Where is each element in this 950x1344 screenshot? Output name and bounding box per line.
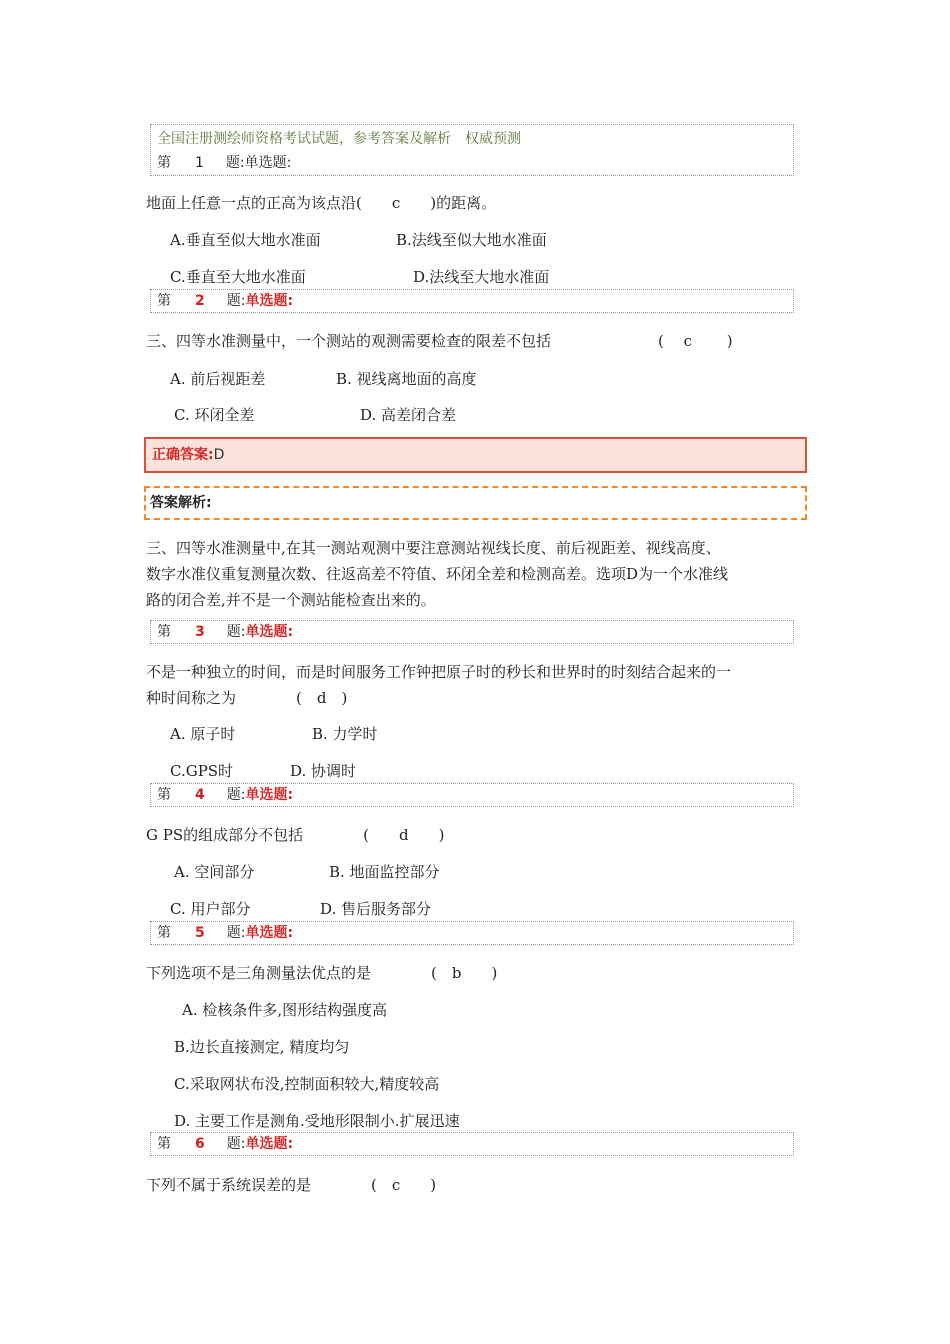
exam-title: 全国注册测绘师资格考试试题，参考答案及解析 权威预测 bbox=[157, 131, 521, 147]
question-header-1: 第 1 题:单选题: bbox=[157, 155, 292, 171]
exam-banner bbox=[150, 124, 794, 176]
question-header-6: 第 6 题:单选题: bbox=[150, 1132, 794, 1156]
correct-answer-value: D bbox=[213, 447, 225, 463]
option-c: C. 用户部分 bbox=[170, 900, 251, 918]
question-type: 单选题: bbox=[245, 624, 294, 640]
question-type: 单选题: bbox=[244, 155, 292, 171]
option-c: C.GPS时 bbox=[170, 762, 234, 780]
correct-answer-box bbox=[144, 437, 807, 473]
question-number: 6 bbox=[195, 1136, 205, 1152]
question-number: 2 bbox=[195, 293, 205, 309]
question-stem-5: 下列选项不是三角测量法优点的是 ( b ) bbox=[146, 964, 498, 982]
analysis-text: 三、四等水准测量中,在其一测站观测中要注意测站视线长度、前后视距差、视线高度、 数字水准仪重复测量次数、往返高差不符值、环闭全差和检测高差。选项D为一个水准线 路的闭合差,并不是一个测站能检查出来的。 bbox=[146, 539, 729, 609]
answer-analysis-box bbox=[144, 486, 807, 520]
option-c: C.采取网状布没,控制面积较大,精度较高 bbox=[174, 1075, 440, 1093]
option-d: D. 高差闭合差 bbox=[360, 406, 457, 424]
question-stem-6: 下列不属于系统误差的是 ( c ) bbox=[146, 1176, 437, 1194]
question-type: 单选题: bbox=[245, 293, 294, 309]
option-b: B. 地面监控部分 bbox=[329, 863, 440, 881]
option-b: B.边长直接测定, 精度均匀 bbox=[174, 1038, 350, 1056]
question-type: 单选题: bbox=[245, 925, 294, 941]
option-a: A. 前后视距差 bbox=[170, 370, 266, 388]
option-a: A. 空间部分 bbox=[174, 863, 255, 881]
question-stem-1: 地面上任意一点的正高为该点沿( c )的距离。 bbox=[146, 194, 497, 212]
question-number: 4 bbox=[195, 787, 205, 803]
option-c: C. 环闭全差 bbox=[174, 406, 255, 424]
option-d: D. 主要工作是测角.受地形限制小.扩展迅速 bbox=[174, 1112, 460, 1130]
answer-analysis-label: 答案解析: bbox=[150, 495, 212, 511]
question-header-3: 第 3 题:单选题: bbox=[150, 620, 794, 644]
option-b: B. 视线离地面的高度 bbox=[336, 370, 477, 388]
option-d: D.法线至大地水准面 bbox=[413, 268, 550, 286]
question-type: 单选题: bbox=[245, 1136, 294, 1152]
option-b: B. 力学时 bbox=[312, 725, 378, 743]
option-a: A. 原子时 bbox=[170, 725, 236, 743]
question-number: 1 bbox=[195, 155, 204, 171]
option-a: A. 检核条件多,图形结构强度高 bbox=[182, 1001, 388, 1019]
question-header-2: 第 2 题:单选题: bbox=[150, 289, 794, 313]
question-number: 5 bbox=[195, 925, 205, 941]
question-header-4: 第 4 题:单选题: bbox=[150, 783, 794, 807]
question-stem-4: G PS的组成部分不包括 ( d ) bbox=[146, 826, 445, 844]
question-stem-2: 三、四等水准测量中，一个测站的观测需要检查的限差不包括 bbox=[146, 332, 552, 350]
question-header-5: 第 5 题:单选题: bbox=[150, 921, 794, 945]
option-d: D. 协调时 bbox=[290, 762, 357, 780]
question-number: 3 bbox=[195, 624, 205, 640]
question-stem-3: 不是一种独立的时间，而是时间服务工作钟把原子时的秒长和世界时的时刻结合起来的一 种时间称之为 ( d ) bbox=[146, 663, 732, 707]
option-d: D. 售后服务部分 bbox=[320, 900, 432, 918]
option-c: C.垂直至大地水准面 bbox=[170, 268, 306, 286]
answer-mark-2: ( c ) bbox=[658, 332, 733, 350]
question-type: 单选题: bbox=[245, 787, 294, 803]
correct-answer-label: 正确答案: bbox=[152, 447, 214, 463]
option-b: B.法线至似大地水准面 bbox=[396, 231, 547, 249]
option-a: A.垂直至似大地水准面 bbox=[170, 231, 321, 249]
